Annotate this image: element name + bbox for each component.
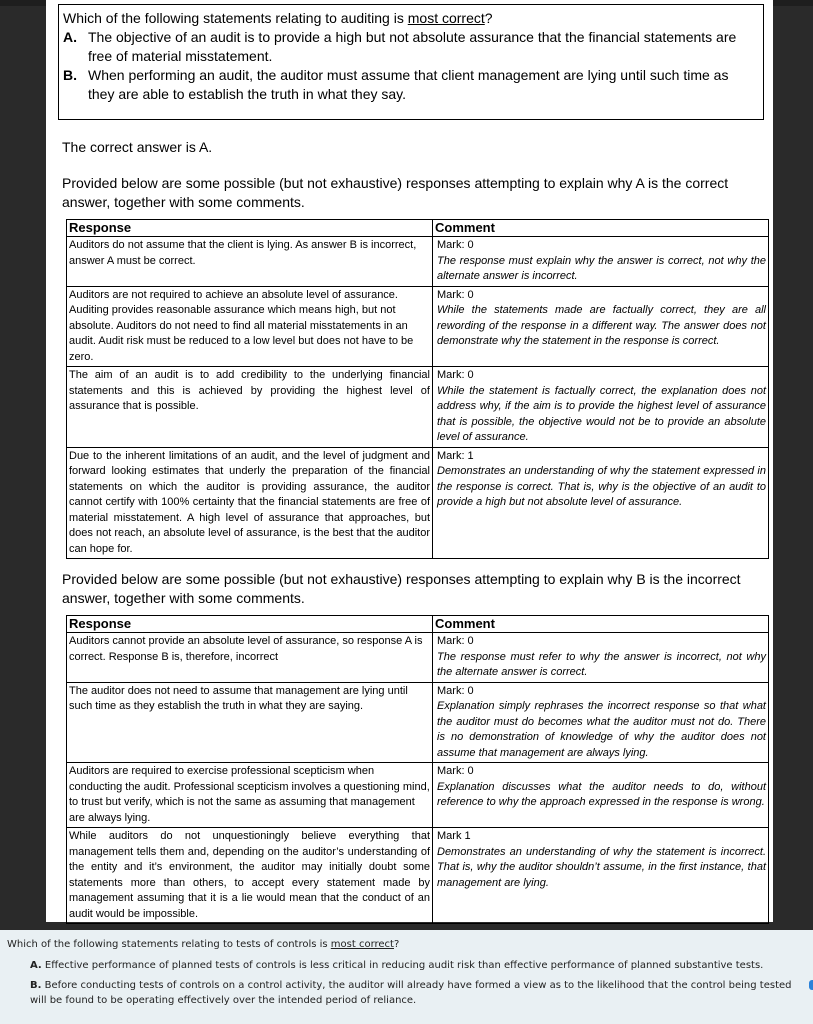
option-a: A. The objective of an audit is to provide a high but not absolute assurance that the financial statements are free of material misstatement. [63,29,737,64]
table-row [67,682,769,763]
comment-cell [433,763,769,828]
table-row [67,286,769,367]
table-row [67,828,769,924]
response-cell: The aim of an audit is to add credibility to the underlying financial statements and this is achieved by providing the highest level of assurance that is possible. [67,367,433,448]
comment-cell [433,828,769,924]
question-box [58,4,764,120]
response-cell: Auditors do not assume that the client is lying. As answer B is incorrect, answer A must be correct. [67,237,433,287]
response-header: Response [67,220,433,237]
table-row [67,633,769,683]
response-cell: Auditors are not required to achieve an absolute level of assurance. Auditing provides reasonable assurance which means high, but not absolute. Auditors do not need to find all material misstatements in an audit. Audit risk must be reduced to a low level but does not have to be zero. [67,286,433,367]
section-b-table [66,615,769,924]
next-question-panel [0,930,813,1024]
mark-label: Mark: 0 [437,635,474,647]
comment-cell [433,447,769,559]
response-cell: Auditors cannot provide an absolute level of assurance, so response A is correct. Response B is, therefore, incorrect [67,633,433,683]
edge-indicator [809,980,813,990]
comment-text: The response must refer to why the answer is incorrect, not why the alternate answer is correct. [437,650,766,678]
next-question-stem: Which of the following statements relating to tests of controls is most correct? [7,939,400,950]
comment-text: While the statement is factually correct, the explanation does not address why, if the aim is to provide the highest level of assurance that is possible, the objective would not be to provide an absolute level of assurance. [437,384,766,443]
comment-text: While the statements made are factually correct, they are all rewording of the response in a different way. The answer does not demonstrate why the statement in the response is correct. [437,304,766,347]
table-header-row [67,220,769,237]
mark-label: Mark: 0 [437,288,474,301]
next-option-a: A. Effective performance of planned tests of controls is less critical in reducing audit risk than effective performance of planned substantive tests. [30,960,764,971]
table-row [67,367,769,448]
section-a-table [66,219,769,559]
response-cell: Auditors are required to exercise professional scepticism when conducting the audit. Professional scepticism involves a questioning mind, to trust but verify, which is not the same as assuming that management are always lying. [67,763,433,828]
section-b-intro: Provided below are some possible (but not exhaustive) responses attempting to explain why B is the incorrect answer, together with some comments. [62,571,741,606]
comment-cell [433,367,769,448]
comment-cell [433,682,769,763]
next-question-emphasis: most correct [330,939,394,950]
mark-label: Mark 1 [437,830,471,842]
response-cell: The auditor does not need to assume that management are lying until such time as they establish the truth in what they are saying. [67,682,433,763]
comment-header: Comment [433,220,769,237]
comment-text: Explanation discusses what the auditor needs to do, without reference to why the approach expressed in the response is wrong. [437,780,766,808]
table-header-row [67,616,769,633]
table-row [67,763,769,828]
correct-answer-line: The correct answer is A. [62,139,213,155]
document-page [46,0,773,922]
comment-cell [433,633,769,683]
comment-text: Explanation simply rephrases the incorrect response so that what the auditor must do becomes what the auditor must not do. There is no demonstration of knowledge of why the auditor does not assume that management are always lying. [437,700,766,759]
mark-label: Mark: 0 [437,684,474,697]
next-option-b: B. Before conducting tests of controls on a control activity, the auditor will already have formed a view as to the likelihood that the control being tested will be found to be operating effectively over the intended period of reliance. [30,980,792,1006]
response-cell: Due to the inherent limitations of an audit, and the level of judgment and forward looking estimates that underly the preparation of the financial statements on which the auditor is providing assurance, the auditor cannot certify with 100% certainty that the financial statements are free of material misstatement. A high level of assurance that approaches, but does not reach, an absolute level of assurance, is the best that the auditor can hope for. [67,447,433,559]
mark-label: Mark: 0 [437,765,474,777]
mark-label: Mark: 0 [437,369,474,381]
mark-label: Mark: 0 [437,239,474,251]
option-b: B. When performing an audit, the auditor must assume that client management are lying until such time as they are able to establish the truth in what they say. [63,67,729,102]
comment-text: The response must explain why the answer is correct, not why the alternate answer is incorrect. [437,254,766,282]
comment-text: Demonstrates an understanding of why the statement expressed in the response is correct. That is, why is the objective of an audit to provide a high but not absolute level of assurance. [437,465,766,508]
table-row [67,237,769,287]
mark-label: Mark: 1 [437,449,474,462]
comment-cell [433,237,769,287]
question-stem: Which of the following statements relating to auditing is most correct? [63,10,493,26]
table-row [67,447,769,559]
comment-text: Demonstrates an understanding of why the statement is incorrect. That is, why the auditor shouldn’t assume, in the first instance, that management are lying. [437,845,766,889]
question-emphasis: most correct [407,10,485,26]
comment-cell [433,286,769,367]
section-a-intro: Provided below are some possible (but not exhaustive) responses attempting to explain why A is the correct answer, together with some comments. [62,175,729,210]
comment-header: Comment [433,616,769,633]
response-cell: While auditors do not unquestioningly believe everything that management tells them and, depending on the auditor’s understanding of the entity and it’s environment, the auditor may initially doubt some statements more than others, to accept every statement made by management assuming that it is a lie would mean that the conduct of an audit would be impossible. [67,828,433,924]
response-header: Response [67,616,433,633]
